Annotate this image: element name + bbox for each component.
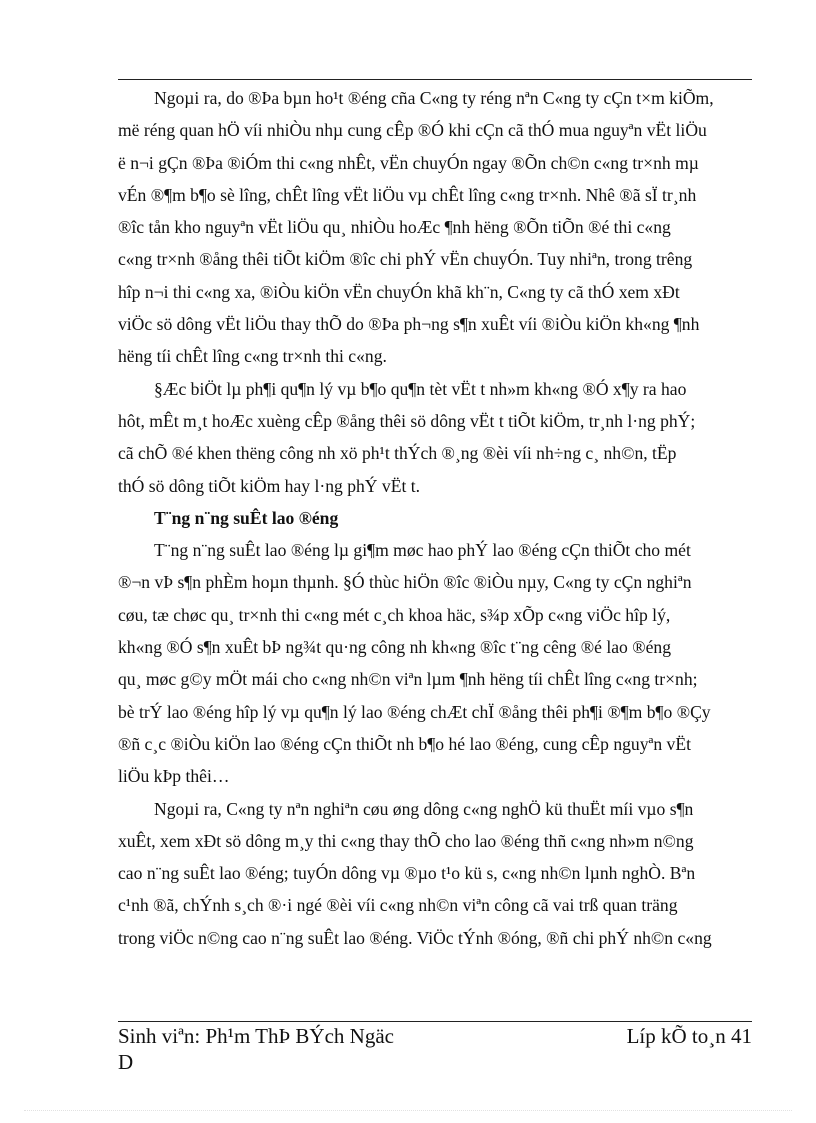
- footer-class-name: Líp kÕ to¸n 41: [626, 1024, 752, 1048]
- footer-student-line-1: Sinh viªn: Ph¹m ThÞ BÝch Ngäc: [118, 1024, 394, 1048]
- text-line: cøu, tæ chøc qu¸ tr×nh thi c«ng mét c¸ch khoa häc, s¾p xÕp c«ng viÖc hîp lý,: [118, 604, 671, 625]
- text-line: vÉn ®¶m b¶o sè lîng, chÊt lîng vËt liÖu vµ chÊt lîng c«ng tr×nh. Nhê ®ã sÏ tr¸nh: [118, 184, 697, 205]
- text-line: trong viÖc n©ng cao n¨ng suÊt lao ®éng. ViÖc tÝnh ®óng, ®ñ chi phÝ nh©n c«ng: [118, 927, 712, 948]
- page-break-divider: [24, 1110, 792, 1111]
- text-line: kh«ng ®Ó s¶n xuÊt bÞ ng¾t qu·ng công nh kh«ng ®îc t¨ng cêng ®é lao ®éng: [118, 637, 672, 658]
- text-line: hëng tíi chÊt lîng c«ng tr×nh thi c«ng.: [118, 346, 387, 367]
- text-line: T¨ng n¨ng suÊt lao ®éng lµ gi¶m møc hao phÝ lao ®éng cÇn thiÕt cho mét: [154, 540, 691, 561]
- page-body: [118, 82, 752, 954]
- text-line: §Æc biÖt lµ ph¶i qu¶n lý vµ b¶o qu¶n tèt vËt t nh»m kh«ng ®Ó x¶y ra hao: [154, 378, 687, 399]
- text-line: bè trÝ lao ®éng hîp lý vµ qu¶n lý lao ®éng chÆt chÏ ®ång thêi ph¶i ®¶m b¶o ®Çy: [118, 701, 711, 722]
- text-line: ë n¬i gÇn ®Þa ®iÓm thi c«ng nhÊt, vËn chuyÓn ngay ®Õn ch©n c«ng tr×nh mµ: [118, 152, 699, 173]
- text-line: xuÊt, xem xÐt sö dông m¸y thi c«ng thay thÕ cho lao ®éng thñ c«ng nh»m n©ng: [118, 830, 694, 851]
- text-line: hôt, mÊt m¸t hoÆc xuèng cÊp ®ång thêi sö dông vËt t tiÕt kiÖm, tr¸nh l·ng phÝ;: [118, 410, 696, 431]
- text-line: cao n¨ng suÊt lao ®éng; tuyÓn dông vµ ®µo t¹o kü s, c«ng nh©n lµnh nghÒ. Bªn: [118, 863, 696, 884]
- footer-student-line-2: D: [118, 1050, 134, 1074]
- text-line: cã chÕ ®é khen thëng công nh xö ph¹t thÝch ®¸ng ®èi víi nh÷ng c¸ nh©n, tËp: [118, 443, 677, 464]
- text-line: ®îc tån kho nguyªn vËt liÖu qu¸ nhiÒu hoÆc ¶nh hëng ®Õn tiÕn ®é thi c«ng: [118, 217, 671, 238]
- text-line: qu¸ møc g©y mÖt mái cho c«ng nh©n viªn lµm ¶nh hëng tíi chÊt lîng c«ng tr×nh;: [118, 669, 698, 690]
- section-heading: T¨ng n¨ng suÊt lao ®éng: [154, 507, 339, 528]
- text-line: thÓ sö dông tiÕt kiÖm hay l·ng phÝ vËt t.: [118, 475, 421, 496]
- header-rule: [118, 79, 752, 80]
- footer-student-name: [118, 1023, 394, 1075]
- text-line: viÖc sö dông vËt liÖu thay thÕ do ®Þa ph¬ng s¶n xuÊt víi ®iÒu kiÖn kh«ng ¶nh: [118, 314, 700, 335]
- paragraph-4: [118, 793, 752, 954]
- paragraph-1: [118, 82, 752, 373]
- paragraph-3: [118, 534, 752, 792]
- text-line: ®ñ c¸c ®iÒu kiÖn lao ®éng cÇn thiÕt nh b¶o hé lao ®éng, cung cÊp nguyªn vËt: [118, 733, 691, 754]
- text-line: më réng quan hÖ víi nhiÒu nhµ cung cÊp ®Ó khi cÇn cã thÓ mua nguyªn vËt liÖu: [118, 120, 707, 141]
- footer-rule: [118, 1021, 752, 1022]
- text-line: c¹nh ®ã, chÝnh s¸ch ®·i ngé ®èi víi c«ng nh©n viªn công cã vai trß quan träng: [118, 895, 678, 916]
- text-line: Ngoµi ra, C«ng ty nªn nghiªn cøu øng dông c«ng nghÖ kü thuËt míi vµo s¶n: [154, 798, 694, 819]
- text-line: c«ng tr×nh ®ång thêi tiÕt kiÖm ®îc chi phÝ vËn chuyÓn. Tuy nhiªn, trong trêng: [118, 249, 693, 270]
- text-line: hîp n¬i thi c«ng xa, ®iÒu kiÖn vËn chuyÓn khã kh¨n, C«ng ty cã thÓ xem xÐt: [118, 281, 680, 302]
- text-line: Ngoµi ra, do ®Þa bµn ho¹t ®éng cña C«ng ty réng nªn C«ng ty cÇn t×m kiÕm,: [154, 88, 714, 108]
- paragraph-2: [118, 373, 752, 502]
- text-line: ®¬n vÞ s¶n phÈm hoµn thµnh. §Ó thùc hiÖn ®îc ®iÒu nµy, C«ng ty cÇn nghiªn: [118, 572, 692, 593]
- text-line: liÖu kÞp thêi…: [118, 766, 230, 787]
